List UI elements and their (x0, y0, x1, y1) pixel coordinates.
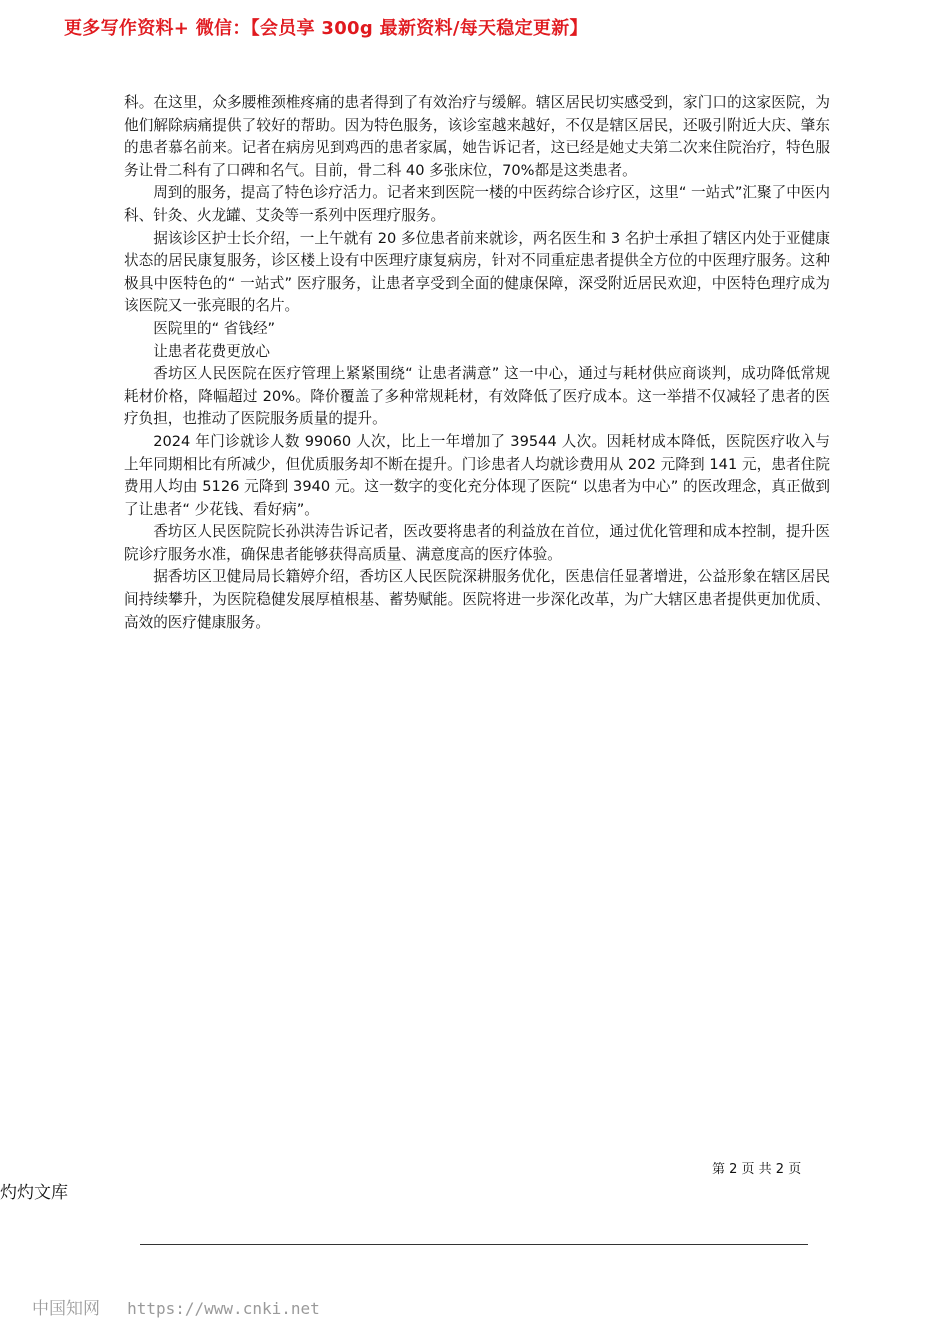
section-heading: 医院里的“ 省钱经” (153, 319, 276, 337)
library-name: 灼灼文库 (0, 1183, 68, 1203)
article-paragraph: 周到的服务，提高了特色诊疗活力。记者来到医院一楼的中医药综合诊疗区，这里“ 一站式”汇聚了中医内科、针灸、火龙罐、艾灸等一系列中医理疗服务。 (124, 184, 830, 224)
article-paragraph: 2024 年门诊就诊人数 99060 人次，比上一年增加了 39544 人次。因耗材成本降低，医院医疗收入与上年同期相比有所减少，但优质服务却不断在提升。门诊患者人均就诊费用从 202 元降到 141 元，患者住院费用人均由 5126 元降到 3940 元。这一数字的变化充分体现了医院“ 以患者为中心” 的医改理念，真正做到了让患者“ 少花钱、看好病”。 (124, 432, 830, 518)
article-paragraph: 香坊区人民医院院长孙洪涛告诉记者，医改要将患者的利益放在首位，通过优化管理和成本控制，提升医院诊疗服务水准，确保患者能够获得高质量、满意度高的医疗体验。 (124, 523, 830, 563)
cnki-name: 中国知网 (32, 1299, 100, 1319)
article-paragraph: 据香坊区卫健局局长籍婷介绍，香坊区人民医院深耕服务优化，医患信任显著增进，公益形象在辖区居民间持续攀升，为医院稳健发展厚植根基、蓄势赋能。医院将进一步深化改革，为广大辖区患者提供更加优质、高效的医疗健康服务。 (124, 568, 830, 631)
article-body (124, 92, 830, 634)
promo-header: 更多写作资料+ 微信：【会员享 300g 最新资料/每天稳定更新】 (64, 18, 588, 39)
cnki-link[interactable]: https://www.cnki.net (127, 1299, 320, 1318)
page-number: 第 2 页 共 2 页 (712, 1162, 802, 1177)
article-paragraph: 香坊区人民医院在医疗管理上紧紧围绕“ 让患者满意” 这一中心，通过与耗材供应商谈判，成功降低常规耗材价格，降幅超过 20%。降价覆盖了多种常规耗材，有效降低了医疗成本。这一举措不仅减轻了患者的医疗负担，也推动了医院服务质量的提升。 (124, 365, 830, 428)
article-paragraph: 科。在这里，众多腰椎颈椎疼痛的患者得到了有效治疗与缓解。辖区居民切实感受到，家门口的这家医院，为他们解除病痛提供了较好的帮助。因为特色服务，该诊室越来越好，不仅是辖区居民，还吸引附近大庆、肇东的患者慕名前来。记者在病房见到鸡西的患者家属，她告诉记者，这已经是她丈夫第二次来住院治疗，特色服务让骨二科有了口碑和名气。目前，骨二科 40 多张床位，70%都是这类患者。 (124, 94, 830, 179)
cnki-footer (32, 1294, 320, 1319)
article-paragraph: 据该诊区护士长介绍，一上午就有 20 多位患者前来就诊，两名医生和 3 名护士承担了辖区内处于亚健康状态的居民康复服务，诊区楼上设有中医理疗康复病房，针对不同重症患者提供全方位的中医理疗服务。这种极具中医特色的“ 一站式” 医疗服务，让患者享受到全面的健康保障，深受附近居民欢迎，中医特色理疗成为该医院又一张亮眼的名片。 (124, 229, 830, 315)
footer-divider (140, 1244, 808, 1245)
section-subheading: 让患者花费更放心 (153, 342, 270, 360)
